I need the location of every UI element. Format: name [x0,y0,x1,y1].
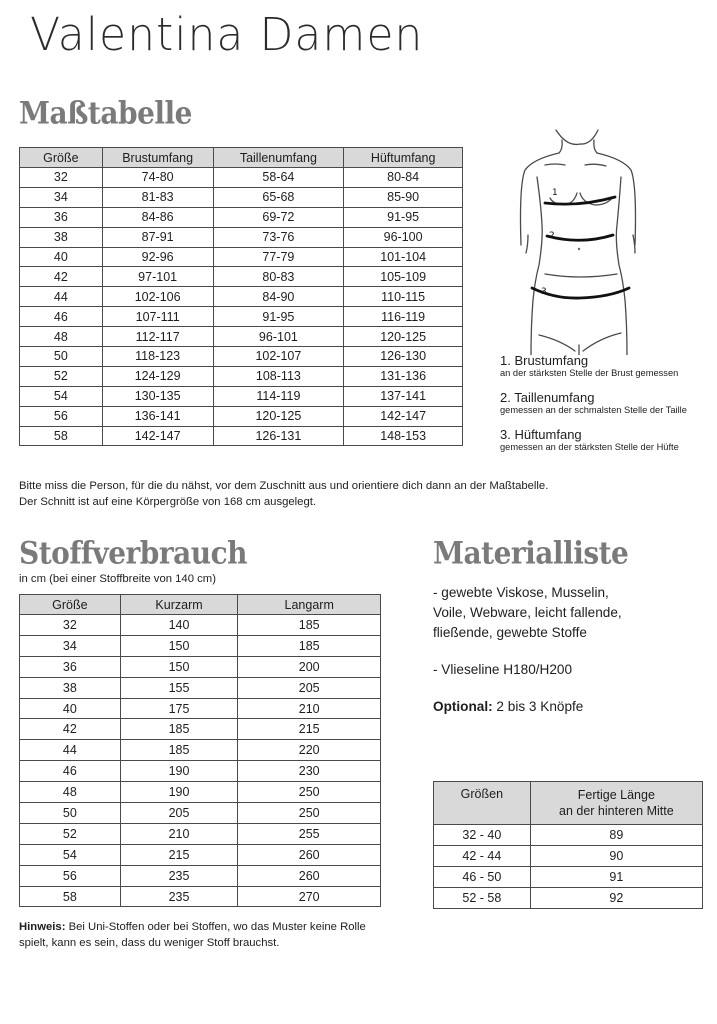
size-cell: 48 [20,782,121,803]
size-chart-note-line2: Der Schnitt ist auf eine Körpergröße von 168 cm ausgelegt. [19,496,317,508]
legend-waist-title: 2. Taillenumfang [500,390,595,405]
size-chart-note [19,478,548,510]
finished-length-row [434,888,703,909]
bust-cell: 136-141 [102,406,213,426]
length-cell: 91 [530,867,702,888]
column-header-short-sleeve: Kurzarm [120,595,238,615]
size-cell: 50 [20,347,103,367]
size-range-cell: 42 - 44 [434,846,531,867]
fabric-usage-row [20,886,381,907]
column-header-long-sleeve: Langarm [238,595,381,615]
brand-title: Valentina Damen [30,8,424,61]
material-item-1-line1: - gewebte Viskose, Musselin, [433,585,609,600]
size-cell: 42 [20,719,121,740]
waist-cell: 108-113 [213,366,344,386]
hip-cell: 85-90 [344,187,463,207]
hip-cell: 120-125 [344,327,463,347]
material-item-1-line2: Voile, Webware, leicht fallende, [433,605,622,620]
size-chart-row [20,267,463,287]
bust-cell: 102-106 [102,287,213,307]
bust-cell: 97-101 [102,267,213,287]
waist-cell: 102-107 [213,347,344,367]
size-chart-row [20,386,463,406]
size-chart-row [20,247,463,267]
waist-cell: 58-64 [213,168,344,188]
bust-cell: 130-135 [102,386,213,406]
waist-cell: 96-101 [213,327,344,347]
long-sleeve-cell: 260 [238,865,381,886]
finished-length-row [434,846,703,867]
size-range-cell: 52 - 58 [434,888,531,909]
column-header-finished-length-line1: Fertige Länge [577,788,655,802]
bust-cell: 118-123 [102,347,213,367]
bust-cell: 124-129 [102,366,213,386]
materials-heading: Materialliste [433,534,629,571]
column-header-bust: Brustumfang [102,148,213,168]
short-sleeve-cell: 175 [120,698,238,719]
hip-cell: 137-141 [344,386,463,406]
size-chart-row [20,327,463,347]
hip-cell: 126-130 [344,347,463,367]
size-chart-row [20,287,463,307]
short-sleeve-cell: 150 [120,656,238,677]
body-measurement-figure-icon [495,125,665,355]
size-range-cell: 46 - 50 [434,867,531,888]
size-cell: 40 [20,247,103,267]
fabric-usage-row [20,803,381,824]
short-sleeve-cell: 140 [120,615,238,636]
fabric-usage-row [20,865,381,886]
size-chart-row [20,426,463,446]
short-sleeve-cell: 205 [120,803,238,824]
bust-cell: 92-96 [102,247,213,267]
materials-list [433,583,622,717]
long-sleeve-cell: 210 [238,698,381,719]
size-chart-table [19,147,463,446]
waist-cell: 65-68 [213,187,344,207]
hip-cell: 148-153 [344,426,463,446]
fabric-usage-heading: Stoffverbrauch [19,534,247,571]
size-cell: 38 [20,677,121,698]
finished-length-row [434,867,703,888]
navel-dot [578,248,580,250]
short-sleeve-cell: 235 [120,865,238,886]
hip-marker: 3 [541,287,547,297]
waist-cell: 114-119 [213,386,344,406]
fabric-usage-row [20,656,381,677]
optional-text: 2 bis 3 Knöpfe [492,699,584,714]
fabric-usage-row [20,761,381,782]
short-sleeve-cell: 155 [120,677,238,698]
fabric-usage-row [20,635,381,656]
hip-cell: 101-104 [344,247,463,267]
long-sleeve-cell: 250 [238,782,381,803]
size-cell: 44 [20,740,121,761]
size-cell: 56 [20,865,121,886]
size-range-cell: 32 - 40 [434,825,531,846]
waist-cell: 84-90 [213,287,344,307]
column-header-size: Größe [20,148,103,168]
bust-marker: 1 [552,188,558,198]
short-sleeve-cell: 210 [120,823,238,844]
fabric-usage-row [20,823,381,844]
fabric-usage-row [20,677,381,698]
size-cell: 40 [20,698,121,719]
waist-cell: 120-125 [213,406,344,426]
column-header-size: Größe [20,595,121,615]
legend-waist-subtitle: gemessen an der schmalsten Stelle der Taille [500,405,687,415]
size-cell: 58 [20,886,121,907]
long-sleeve-cell: 215 [238,719,381,740]
size-cell: 54 [20,844,121,865]
size-cell: 46 [20,307,103,327]
bust-cell: 107-111 [102,307,213,327]
column-header-finished-length-line2: an der hinteren Mitte [559,804,674,818]
short-sleeve-cell: 150 [120,635,238,656]
hip-cell: 131-136 [344,366,463,386]
legend-bust-title: 1. Brustumfang [500,353,589,368]
waist-cell: 126-131 [213,426,344,446]
size-cell: 58 [20,426,103,446]
waist-cell: 77-79 [213,247,344,267]
size-cell: 54 [20,386,103,406]
column-header-finished-length [530,782,702,825]
fabric-hint [19,919,366,951]
fabric-usage-table [19,594,381,907]
legend-hip-subtitle: gemessen an der stärksten Stelle der Hüfte [500,442,679,452]
column-header-hip: Hüftumfang [344,148,463,168]
bust-cell: 142-147 [102,426,213,446]
size-cell: 56 [20,406,103,426]
bust-cell: 74-80 [102,168,213,188]
fabric-usage-row [20,615,381,636]
bust-cell: 84-86 [102,207,213,227]
bust-cell: 87-91 [102,227,213,247]
size-chart-row [20,168,463,188]
size-chart-row [20,187,463,207]
short-sleeve-cell: 235 [120,886,238,907]
size-chart-row [20,347,463,367]
size-cell: 36 [20,207,103,227]
waist-cell: 91-95 [213,307,344,327]
hip-cell: 142-147 [344,406,463,426]
size-cell: 48 [20,327,103,347]
short-sleeve-cell: 185 [120,740,238,761]
hint-label: Hinweis: [19,921,66,933]
length-cell: 92 [530,888,702,909]
long-sleeve-cell: 220 [238,740,381,761]
waist-cell: 73-76 [213,227,344,247]
size-chart-row [20,207,463,227]
column-header-waist: Taillenumfang [213,148,344,168]
size-chart-header-row [20,148,463,168]
long-sleeve-cell: 255 [238,823,381,844]
hip-cell: 96-100 [344,227,463,247]
size-cell: 46 [20,761,121,782]
short-sleeve-cell: 185 [120,719,238,740]
size-chart-heading: Maßtabelle [19,94,192,131]
hint-text-line1: Bei Uni-Stoffen oder bei Stoffen, wo das Muster keine Rolle [65,921,366,933]
size-cell: 52 [20,823,121,844]
short-sleeve-cell: 190 [120,761,238,782]
hip-cell: 105-109 [344,267,463,287]
long-sleeve-cell: 185 [238,635,381,656]
fabric-usage-row [20,844,381,865]
fabric-usage-row [20,782,381,803]
long-sleeve-cell: 185 [238,615,381,636]
hip-cell: 80-84 [344,168,463,188]
size-cell: 52 [20,366,103,386]
waist-marker: 2 [549,231,555,241]
bust-cell: 112-117 [102,327,213,347]
size-chart-note-line1: Bitte miss die Person, für die du nähst, vor dem Zuschnitt aus und orientiere dich dann an der Maßtabelle. [19,480,549,492]
size-cell: 42 [20,267,103,287]
short-sleeve-cell: 190 [120,782,238,803]
size-cell: 32 [20,168,103,188]
waist-cell: 80-83 [213,267,344,287]
size-chart-row [20,227,463,247]
size-cell: 50 [20,803,121,824]
finished-length-row [434,825,703,846]
long-sleeve-cell: 205 [238,677,381,698]
size-cell: 36 [20,656,121,677]
fabric-usage-row [20,719,381,740]
legend-bust-subtitle: an der stärksten Stelle der Brust gemessen [500,368,679,378]
material-item-1-line3: fließende, gewebte Stoffe [433,625,587,640]
long-sleeve-cell: 200 [238,656,381,677]
size-cell: 38 [20,227,103,247]
hip-cell: 91-95 [344,207,463,227]
length-cell: 89 [530,825,702,846]
finished-length-header-row [434,782,703,825]
optional-label: Optional: [433,699,493,714]
long-sleeve-cell: 260 [238,844,381,865]
size-chart-row [20,406,463,426]
hint-text-line2: spielt, kann es sein, dass du weniger Stoff brauchst. [19,937,280,949]
waist-cell: 69-72 [213,207,344,227]
hip-cell: 110-115 [344,287,463,307]
fabric-usage-row [20,698,381,719]
column-header-sizes: Größen [434,782,531,825]
fabric-usage-subheading: in cm (bei einer Stoffbreite von 140 cm) [19,573,216,585]
size-chart-row [20,366,463,386]
finished-length-table [433,781,703,909]
long-sleeve-cell: 270 [238,886,381,907]
long-sleeve-cell: 230 [238,761,381,782]
fabric-usage-header-row [20,595,381,615]
length-cell: 90 [530,846,702,867]
short-sleeve-cell: 215 [120,844,238,865]
waist-measure-band [547,235,613,240]
fabric-usage-row [20,740,381,761]
size-cell: 34 [20,187,103,207]
size-chart-row [20,307,463,327]
size-cell: 34 [20,635,121,656]
size-cell: 32 [20,615,121,636]
legend-hip-title: 3. Hüftumfang [500,427,582,442]
bust-cell: 81-83 [102,187,213,207]
material-item-2: - Vlieseline H180/H200 [433,662,573,677]
long-sleeve-cell: 250 [238,803,381,824]
size-cell: 44 [20,287,103,307]
measurement-legend [500,354,687,453]
hip-cell: 116-119 [344,307,463,327]
